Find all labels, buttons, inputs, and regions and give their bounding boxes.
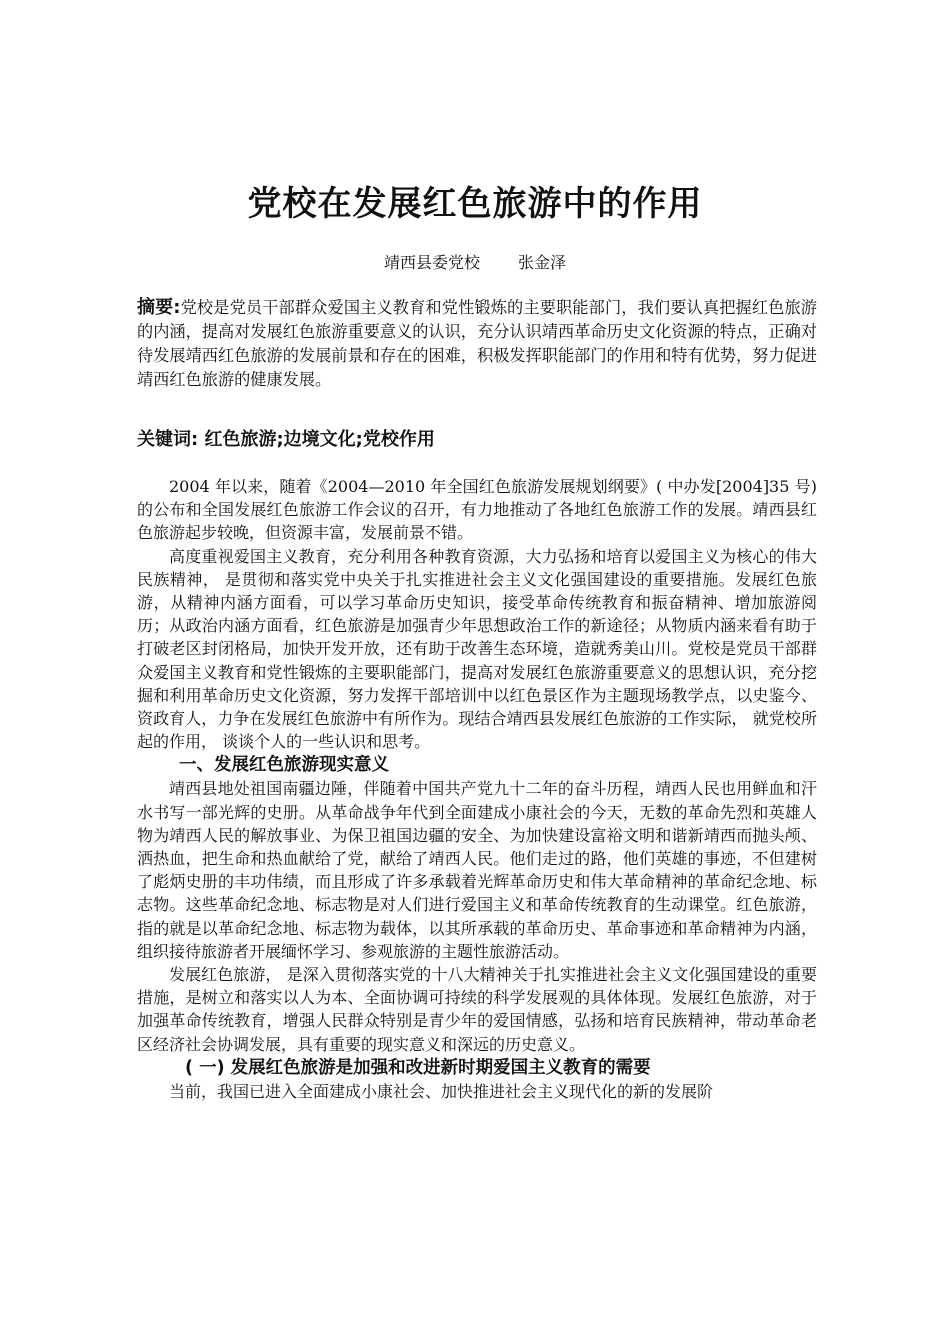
body-paragraph: 2004 年以来，随着《2004—2010 年全国红色旅游发展规划纲要》( 中办发[2004]35 号) 的公布和全国发展红色旅游工作会议的召开，有力地推动了各地红色旅游工作的发展。靖西县红色旅游起步较晚，但资源丰富，发展前景不错。 <box>137 477 817 543</box>
abstract <box>137 296 817 392</box>
document-title: 党校在发展红色旅游中的作用 <box>247 184 703 224</box>
body-paragraph: 靖西县地处祖国南疆边陲，伴随着中国共产党九十二年的奋斗历程，靖西人民也用鲜血和汗水书写一部光辉的史册。从革命战争年代到全面建成小康社会的今天，无数的革命先烈和英雄人物为靖西人民的解放事业、为保卫祖国边疆的安全、为加快建设富裕文明和谐新靖西而抛头颅、洒热血，把生命和热血献给了党，献给了靖西人民。他们走过的路，他们英雄的事迹，不但建树了彪炳史册的丰功伟绩，而且形成了许多承载着光辉革命历史和伟大革命精神的革命纪念地、标志物。这些革命纪念地、标志物是对人们进行爱国主义和革命传统教育的生动课堂。红色旅游，指的就是以革命纪念地、标志物为载体，以其所承载的革命历史、革命事迹和革命精神为内涵，组织接待旅游者开展缅怀学习、参观旅游的主题性旅游活动。 <box>137 779 817 961</box>
body-paragraph: 高度重视爱国主义教育，充分利用各种教育资源，大力弘扬和培育以爱国主义为核心的伟大民族精神， 是贯彻和落实党中央关于扎实推进社会主义文化强国建设的重要措施。发展红色旅游，从精神内涵方面看，可以学习革命历史知识，接受革命传统教育和振奋精神、增加旅游阅历；从政治内涵方面看，红色旅游是加强青少年思想政治工作的新途径；从物质内涵来看有助于打破老区封闭格局，加快开发开放，还有助于改善生态环境，造就秀美山川。党校是党员干部群众爱国主义教育和党性锻炼的主要职能部门，提高对发展红色旅游重要意义的思想认识，充分挖掘和利用革命历史文化资源，努力发挥干部培训中以红色景区作为主题现场教学点，以史鉴今、资政育人，力争在发展红色旅游中有所作为。现结合靖西县发展红色旅游的工作实际， 就党校所起的作用， 谈谈个人的一些认识和思考。 <box>137 546 817 752</box>
section-heading: 一、发展红色旅游现实意义 <box>179 755 389 776</box>
subsection-heading: ( 一) 发展红色旅游是加强和改进新时期爱国主义教育的需要 <box>185 1057 651 1078</box>
main-text <box>137 475 817 1103</box>
author-line <box>0 250 950 273</box>
keywords: 关键词: 红色旅游;边境文化;党校作用 <box>137 429 435 450</box>
author-name: 张金泽 <box>518 253 567 272</box>
abstract-label: 摘要: <box>137 297 181 318</box>
abstract-text: 党校是党员干部群众爱国主义教育和党性锻炼的主要职能部门，我们要认真把握红色旅游的内涵，提高对发展红色旅游重要意义的认识，充分认识靖西革命历史文化资源的特点，正确对待发展靖西红色旅游的发展前景和存在的困难，积极发挥职能部门的作用和特有优势，努力促进靖西红色旅游的健康发展。 <box>137 298 817 389</box>
body-paragraph: 当前，我国已进入全面建成小康社会、加快推进社会主义现代化的新的发展阶 <box>169 1081 714 1101</box>
author-organization: 靖西县委党校 <box>383 253 480 272</box>
body-paragraph: 发展红色旅游， 是深入贯彻落实党的十八大精神关于扎实推进社会主义文化强国建设的重要措施，是树立和落实以人为本、全面协调可持续的科学发展观的具体体现。发展红色旅游，对于加强革命传统教育，增强人民群众特别是青少年的爱国情感，弘扬和培育民族精神，带动革命老区经济社会协调发展，具有重要的现实意义和深远的历史意义。 <box>137 965 817 1054</box>
